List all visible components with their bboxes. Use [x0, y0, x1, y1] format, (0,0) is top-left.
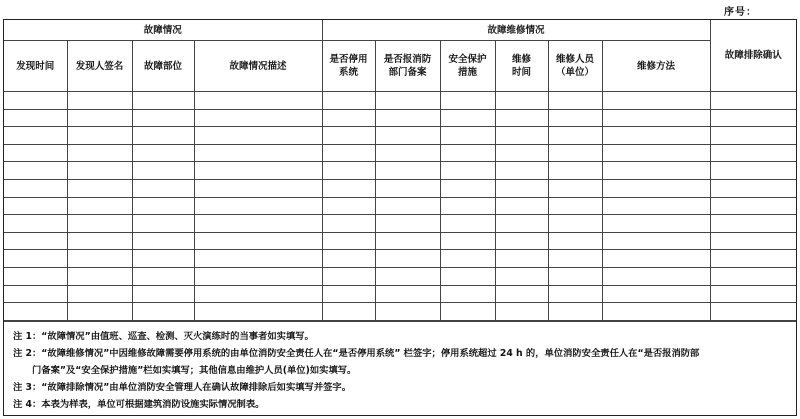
table-cell[interactable] [375, 127, 440, 145]
table-cell[interactable] [440, 162, 495, 180]
table-body [4, 92, 796, 321]
table-cell[interactable] [375, 285, 440, 303]
header-fault-description: 故障情况描述 [194, 41, 322, 92]
table-cell[interactable] [4, 215, 67, 233]
table-cell[interactable] [4, 144, 67, 162]
table-cell[interactable] [322, 92, 375, 110]
header-repair-time: 维修时间 [495, 41, 548, 92]
table-cell[interactable] [440, 92, 495, 110]
table-cell[interactable] [440, 303, 495, 321]
table-row [4, 267, 796, 285]
table-cell[interactable] [322, 197, 375, 215]
table-cell[interactable] [440, 285, 495, 303]
table-cell[interactable] [322, 162, 375, 180]
table-cell[interactable] [375, 109, 440, 127]
notes-section [4, 321, 796, 413]
table-cell[interactable] [495, 285, 548, 303]
table-cell[interactable] [440, 127, 495, 145]
table-cell[interactable] [4, 232, 67, 250]
table-cell[interactable] [132, 250, 194, 268]
table-cell[interactable] [710, 250, 796, 268]
header-report-fire-dept: 是否报消防部门备案 [375, 41, 440, 92]
table-cell[interactable] [194, 303, 322, 321]
table-cell[interactable] [132, 232, 194, 250]
serial-number-label: 序号： [724, 7, 757, 18]
table-cell[interactable] [440, 179, 495, 197]
table-cell[interactable] [322, 303, 375, 321]
table-cell[interactable] [602, 179, 710, 197]
header-found-time: 发现时间 [4, 41, 67, 92]
header-finder-sign: 发现人签名 [67, 41, 132, 92]
table-cell[interactable] [132, 215, 194, 233]
table-row [4, 127, 796, 145]
table-cell[interactable] [602, 303, 710, 321]
table-cell[interactable] [375, 144, 440, 162]
table-cell[interactable] [194, 92, 322, 110]
table-cell[interactable] [322, 267, 375, 285]
table-cell[interactable] [495, 127, 548, 145]
table-cell[interactable] [4, 285, 67, 303]
table-cell[interactable] [440, 144, 495, 162]
table-cell[interactable] [375, 267, 440, 285]
table-cell[interactable] [602, 162, 710, 180]
fault-record-table [4, 20, 796, 321]
table-cell[interactable] [67, 232, 132, 250]
table-cell[interactable] [440, 109, 495, 127]
table-cell[interactable] [710, 162, 796, 180]
table-cell[interactable] [194, 127, 322, 145]
table-cell[interactable] [548, 179, 602, 197]
table-cell[interactable] [375, 92, 440, 110]
table-cell[interactable] [548, 109, 602, 127]
table-cell[interactable] [602, 109, 710, 127]
table-cell[interactable] [548, 303, 602, 321]
table-cell[interactable] [4, 109, 67, 127]
table-cell[interactable] [67, 179, 132, 197]
table-cell[interactable] [375, 303, 440, 321]
header-confirm: 故障排除确认 [710, 20, 796, 92]
table-cell[interactable] [710, 215, 796, 233]
table-row [4, 285, 796, 303]
table-row [4, 303, 796, 321]
table-cell[interactable] [194, 215, 322, 233]
table-cell[interactable] [194, 197, 322, 215]
table-cell[interactable] [194, 144, 322, 162]
table-cell[interactable] [548, 250, 602, 268]
table-cell[interactable] [132, 127, 194, 145]
table-cell[interactable] [440, 197, 495, 215]
table-cell[interactable] [548, 127, 602, 145]
table-row [4, 109, 796, 127]
table-cell[interactable] [194, 109, 322, 127]
table-cell[interactable] [322, 232, 375, 250]
table-cell[interactable] [495, 303, 548, 321]
table-cell[interactable] [602, 250, 710, 268]
table-cell[interactable] [548, 232, 602, 250]
table-row [4, 250, 796, 268]
table-cell[interactable] [67, 92, 132, 110]
table-cell[interactable] [322, 179, 375, 197]
table-cell[interactable] [710, 92, 796, 110]
table-cell[interactable] [322, 127, 375, 145]
table-cell[interactable] [132, 267, 194, 285]
table-cell[interactable] [440, 232, 495, 250]
table-row [4, 162, 796, 180]
table-cell[interactable] [710, 197, 796, 215]
table-cell[interactable] [194, 267, 322, 285]
table-cell[interactable] [67, 267, 132, 285]
table-cell[interactable] [602, 215, 710, 233]
table-cell[interactable] [495, 215, 548, 233]
table-cell[interactable] [440, 250, 495, 268]
table-cell[interactable] [495, 109, 548, 127]
table-cell[interactable] [132, 179, 194, 197]
table-cell[interactable] [710, 232, 796, 250]
table-row [4, 144, 796, 162]
table-cell[interactable] [548, 267, 602, 285]
table-cell[interactable] [67, 127, 132, 145]
table-cell[interactable] [495, 162, 548, 180]
table-cell[interactable] [602, 232, 710, 250]
table-cell[interactable] [67, 162, 132, 180]
table-cell[interactable] [548, 285, 602, 303]
table-cell[interactable] [602, 92, 710, 110]
table-row [4, 197, 796, 215]
table-cell[interactable] [602, 267, 710, 285]
table-cell[interactable] [710, 179, 796, 197]
table-cell[interactable] [375, 179, 440, 197]
table-cell[interactable] [132, 285, 194, 303]
table-cell[interactable] [67, 303, 132, 321]
table-cell[interactable] [194, 250, 322, 268]
header-stop-system: 是否停用系统 [322, 41, 375, 92]
group-header-repair: 故障维修情况 [322, 20, 710, 41]
table-cell[interactable] [194, 162, 322, 180]
table-cell[interactable] [495, 197, 548, 215]
table-cell[interactable] [322, 250, 375, 268]
table-cell[interactable] [602, 127, 710, 145]
table-cell[interactable] [710, 144, 796, 162]
note-3: 注 3：“故障排除情况”由单位消防安全管理人在确认故障排除后如实填写并签字。 [13, 381, 352, 393]
table-cell[interactable] [602, 285, 710, 303]
table-cell[interactable] [495, 250, 548, 268]
table-cell[interactable] [67, 144, 132, 162]
table-cell[interactable] [440, 215, 495, 233]
table-cell[interactable] [375, 197, 440, 215]
note-4: 注 4：本表为样表，单位可根据建筑消防设施实际情况制表。 [13, 398, 265, 410]
table-cell[interactable] [322, 215, 375, 233]
table-cell[interactable] [495, 267, 548, 285]
header-repair-method: 维修方法 [602, 41, 710, 92]
table-cell[interactable] [322, 109, 375, 127]
table-cell[interactable] [194, 232, 322, 250]
table-cell[interactable] [322, 144, 375, 162]
table-cell[interactable] [495, 144, 548, 162]
table-row [4, 92, 796, 110]
table-cell[interactable] [194, 179, 322, 197]
table-cell[interactable] [602, 197, 710, 215]
table-cell[interactable] [548, 215, 602, 233]
table-cell[interactable] [132, 92, 194, 110]
table-cell[interactable] [375, 232, 440, 250]
table-cell[interactable] [710, 109, 796, 127]
table-cell[interactable] [322, 285, 375, 303]
header-safety-measures: 安全保护措施 [440, 41, 495, 92]
table-row [4, 232, 796, 250]
table-cell[interactable] [67, 215, 132, 233]
table-cell[interactable] [132, 144, 194, 162]
table-cell[interactable] [67, 197, 132, 215]
table-cell[interactable] [194, 285, 322, 303]
note-1: 注 1：“故障情况”由值班、巡查、检测、灭火演练时的当事者如实填写。 [13, 330, 314, 342]
table-cell[interactable] [710, 303, 796, 321]
table-cell[interactable] [548, 162, 602, 180]
table-cell[interactable] [132, 109, 194, 127]
group-header-fault: 故障情况 [4, 20, 322, 41]
table-cell[interactable] [548, 197, 602, 215]
table-cell[interactable] [67, 250, 132, 268]
table-cell[interactable] [67, 285, 132, 303]
table-cell[interactable] [375, 162, 440, 180]
table-cell[interactable] [4, 303, 67, 321]
table-cell[interactable] [132, 303, 194, 321]
table-cell[interactable] [4, 197, 67, 215]
table-cell[interactable] [495, 92, 548, 110]
table-cell[interactable] [4, 250, 67, 268]
header-fault-location: 故障部位 [132, 41, 194, 92]
table-cell[interactable] [548, 92, 602, 110]
table-cell[interactable] [495, 232, 548, 250]
fault-record-form [3, 19, 797, 416]
table-cell[interactable] [602, 144, 710, 162]
note-2: 注 2：“故障维修情况”中因维修故障需要停用系统的由单位消防安全责任人在“是否停用系统” 栏签字；停用系统超过 24 h 的，单位消防安全责任人在“是否报消防部 [13, 347, 700, 359]
table-cell[interactable] [132, 162, 194, 180]
table-cell[interactable] [495, 179, 548, 197]
table-cell[interactable] [4, 267, 67, 285]
table-cell[interactable] [4, 162, 67, 180]
table-cell[interactable] [440, 267, 495, 285]
table-cell[interactable] [548, 144, 602, 162]
note-2-continued: 门备案”及“安全保护措施”栏如实填写；其他信息由维护人员(单位)如实填写。 [32, 364, 357, 376]
table-cell[interactable] [132, 197, 194, 215]
table-cell[interactable] [4, 127, 67, 145]
table-cell[interactable] [67, 109, 132, 127]
table-row [4, 179, 796, 197]
table-cell[interactable] [710, 127, 796, 145]
table-cell[interactable] [375, 250, 440, 268]
table-cell[interactable] [4, 92, 67, 110]
table-row [4, 215, 796, 233]
table-cell[interactable] [710, 267, 796, 285]
table-cell[interactable] [4, 179, 67, 197]
header-repair-person: 维修人员（单位） [548, 41, 602, 92]
table-cell[interactable] [710, 285, 796, 303]
table-cell[interactable] [375, 215, 440, 233]
